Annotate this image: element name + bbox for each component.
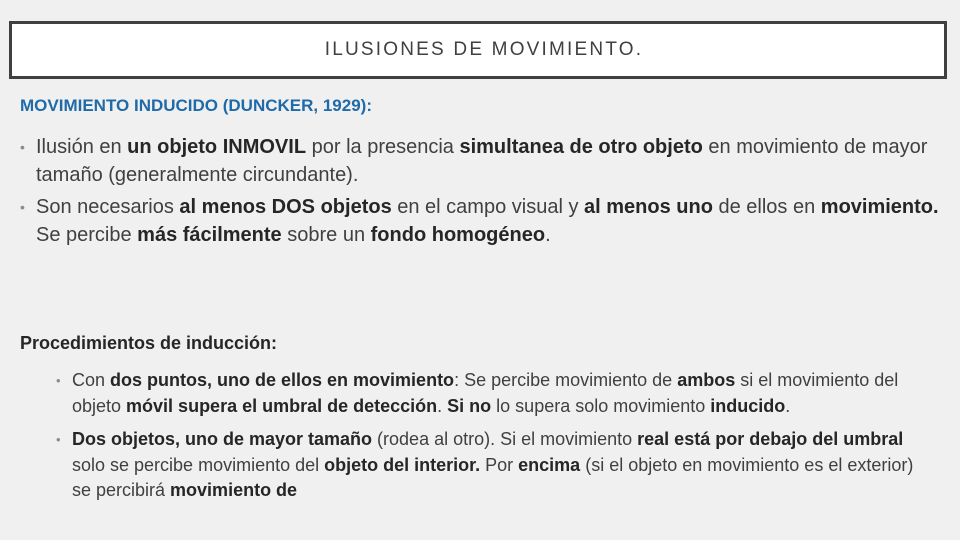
text-run: Son necesarios: [36, 196, 180, 218]
text-run: .: [437, 395, 448, 416]
bold-text-run: encima: [518, 454, 581, 475]
bullet-marker: •: [56, 373, 61, 388]
text-run: solo se percibe movimiento del: [72, 454, 325, 475]
text-run: : Se percibe movimiento de: [454, 370, 678, 390]
slide-title: ILUSIONES DE MOVIMIENTO.: [324, 39, 644, 60]
bold-text-run: movimiento de: [170, 480, 298, 500]
bold-text-run: Dos objetos, uno de mayor tamaño: [72, 429, 373, 449]
sub-bullet-item: [56, 368, 936, 419]
bullet-item: [20, 133, 945, 189]
bold-text-run: un objeto INMOVIL: [127, 136, 307, 158]
bold-text-run: más fácilmente: [137, 224, 282, 246]
text-run: (rodea al otro). Si el movimiento: [372, 429, 638, 449]
bold-text-run: ambos: [677, 370, 736, 390]
text-run: lo supera solo movimiento: [491, 395, 711, 416]
text-run: .: [545, 224, 551, 246]
title-box: [9, 21, 947, 79]
sub-bullet-text: [72, 429, 913, 500]
sub-bullet-text: [72, 370, 898, 416]
text-run: Ilusión en: [36, 136, 128, 158]
bold-text-run: móvil supera el umbral de detección: [126, 395, 438, 416]
bullet-text: [36, 136, 927, 186]
text-run: (si el objeto en movimiento es el exterior) se percibirá: [72, 454, 914, 500]
text-run: en el campo visual y: [391, 196, 585, 218]
bullet-item: [20, 193, 945, 249]
text-run: de ellos en: [712, 196, 821, 218]
bullet-marker: •: [20, 199, 25, 215]
slide-subtitle: MOVIMIENTO INDUCIDO (DUNCKER, 1929):: [20, 96, 372, 115]
section-heading: Procedimientos de inducción:: [20, 333, 278, 353]
bold-text-run: dos puntos, uno de ellos en movimiento: [110, 370, 455, 390]
bold-text-run: real está por debajo del umbral: [637, 429, 904, 449]
bold-text-run: objeto del interior.: [324, 454, 481, 475]
bold-text-run: movimiento.: [820, 196, 939, 218]
bold-text-run: al menos uno: [584, 196, 713, 218]
bullet-marker: •: [20, 139, 25, 155]
text-run: si el movimiento del objeto: [72, 370, 899, 416]
bold-text-run: fondo homogéneo: [370, 224, 546, 246]
bold-text-run: al menos DOS objetos: [179, 196, 392, 218]
text-run: .: [785, 395, 791, 416]
text-run: Por: [480, 454, 519, 475]
sub-bullet-list: [56, 368, 936, 512]
bullet-marker: •: [56, 432, 61, 447]
text-run: por la presencia: [306, 136, 460, 158]
bullet-text: [36, 196, 939, 246]
bold-text-run: Si no: [447, 395, 492, 416]
text-run: sobre un: [281, 224, 371, 246]
text-run: Se percibe: [36, 224, 138, 246]
bold-text-run: simultanea de otro objeto: [459, 136, 703, 158]
bold-text-run: inducido: [710, 395, 786, 416]
sub-bullet-item: [56, 427, 936, 504]
text-run: Con: [72, 370, 111, 390]
main-bullet-list: [20, 133, 945, 253]
text-run: en movimiento de mayor tamaño (generalmente circundante).: [36, 136, 928, 186]
